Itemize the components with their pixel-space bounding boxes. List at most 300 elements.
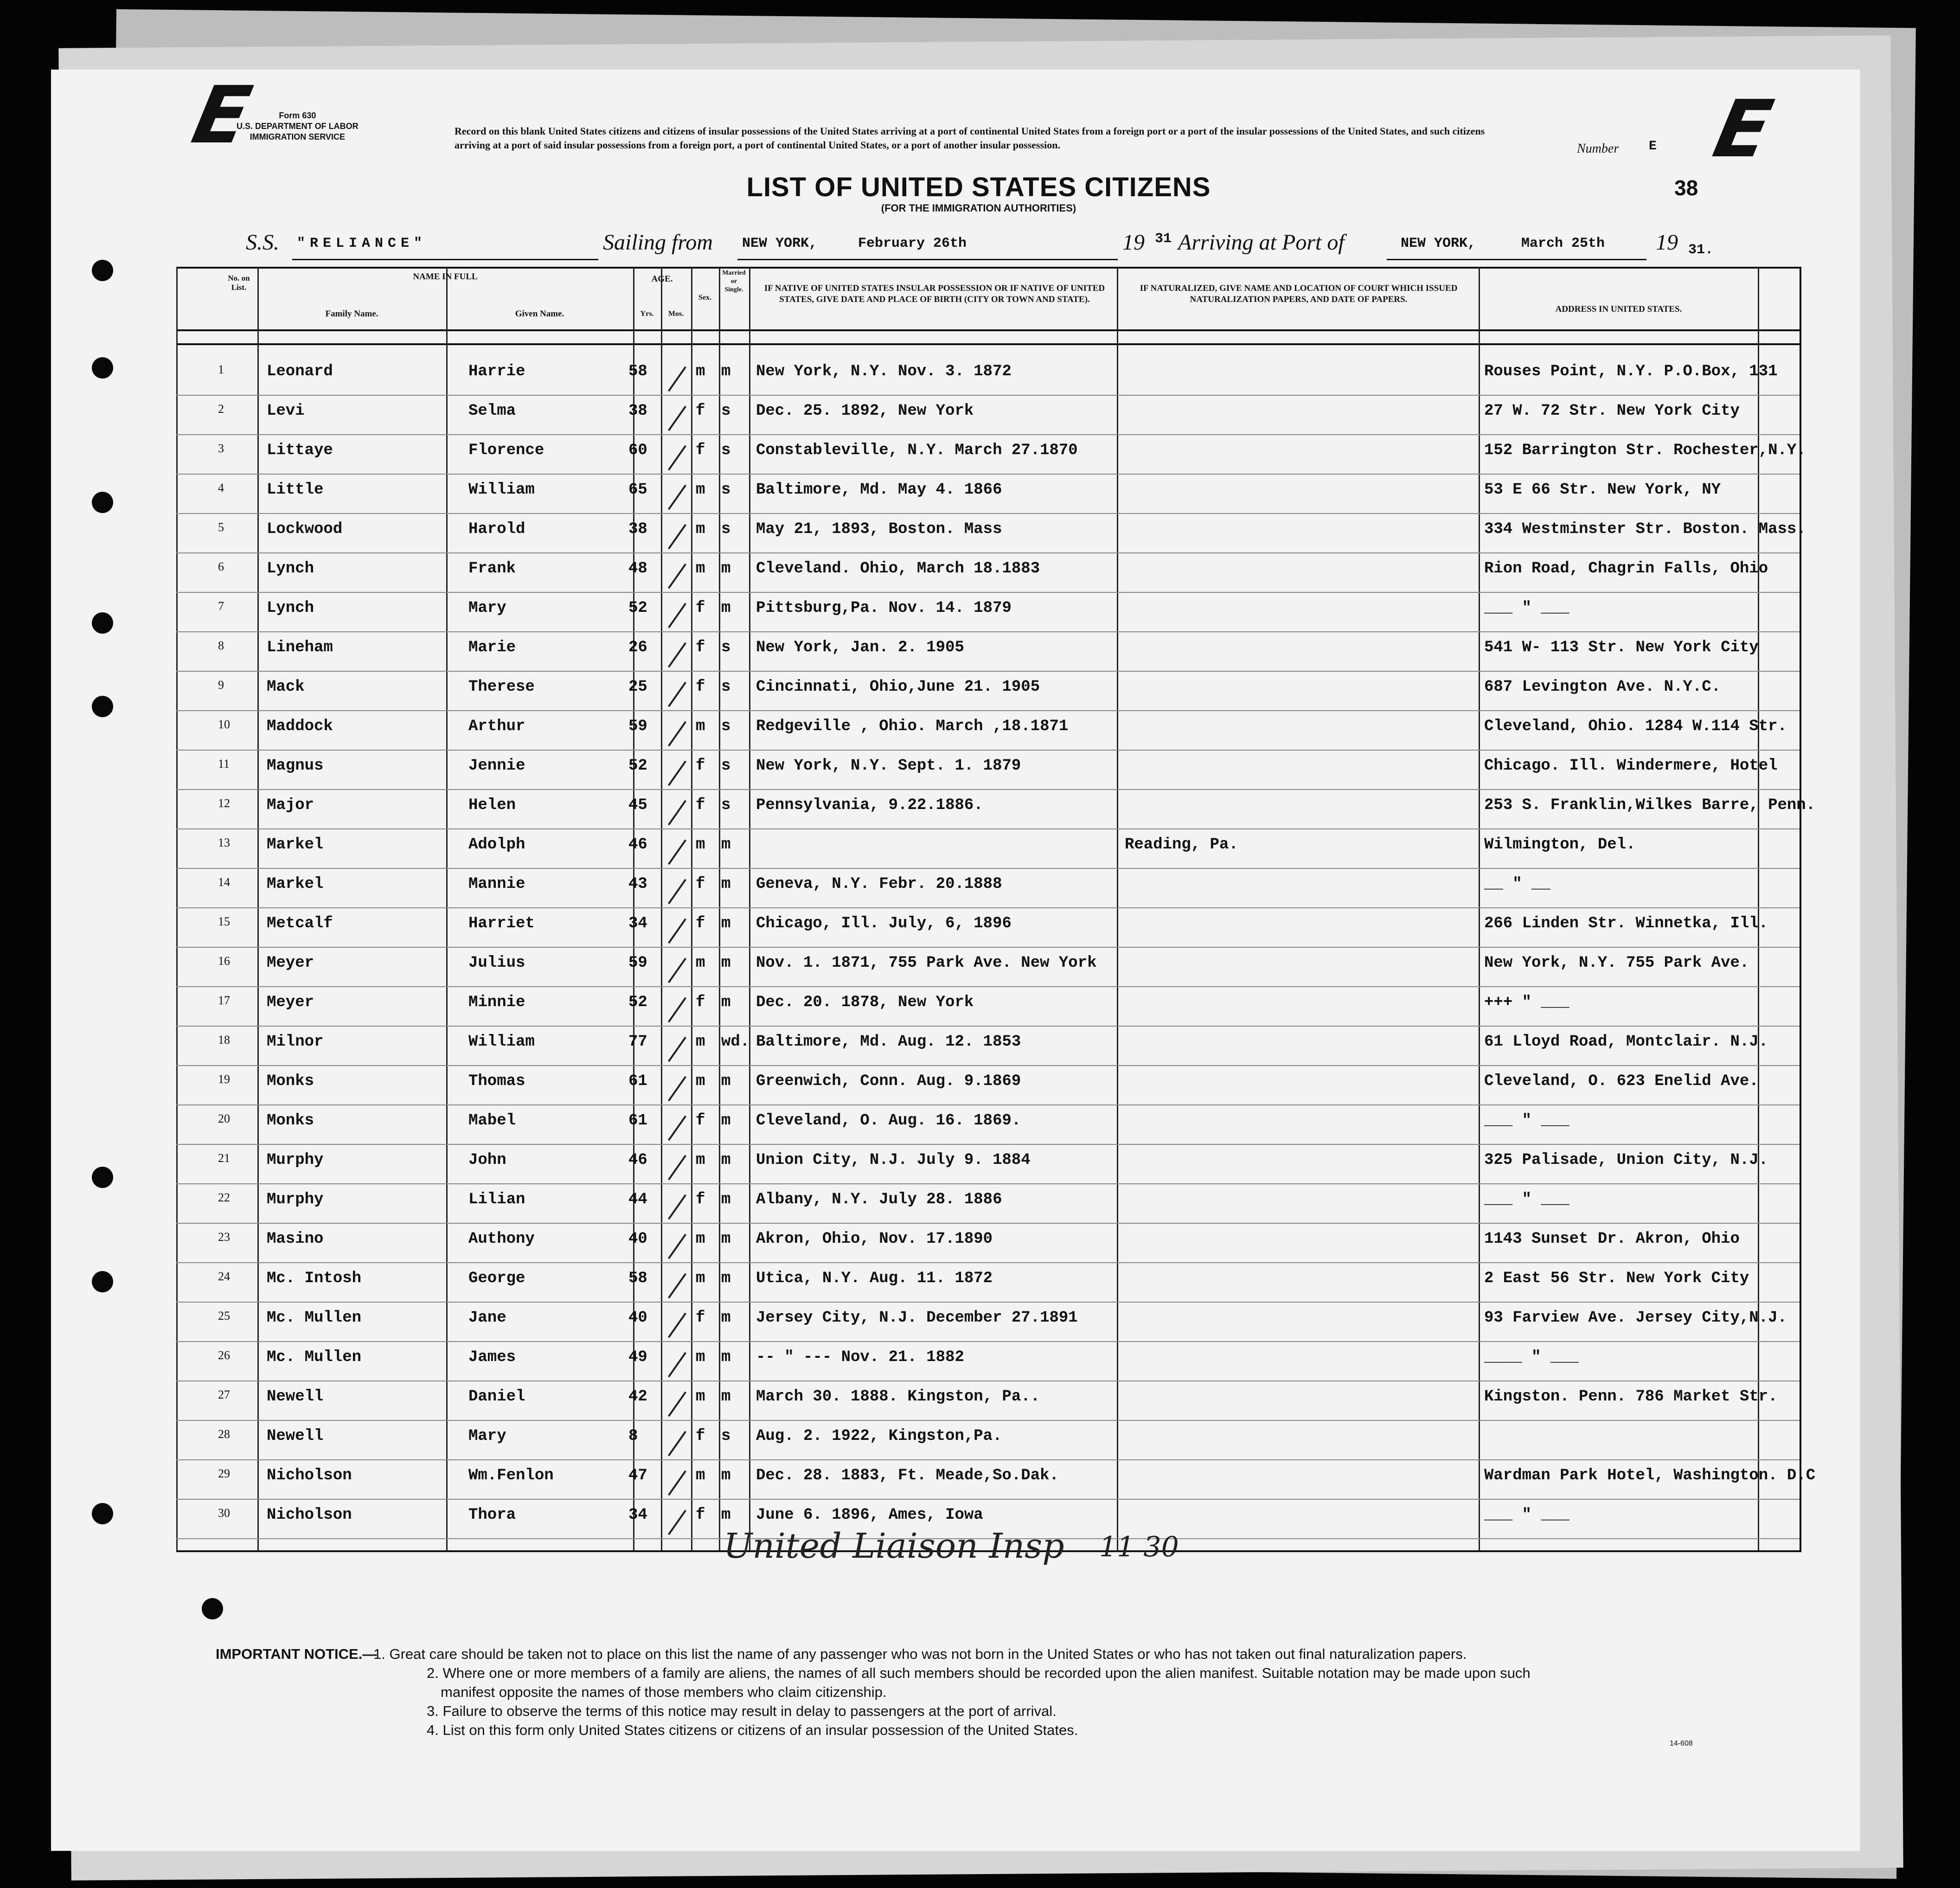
table-row	[0, 475, 1960, 514]
check-mark	[668, 1116, 686, 1141]
marital-status: m	[721, 363, 731, 380]
birth-info: Albany, N.Y. July 28. 1886	[756, 1191, 1002, 1208]
family-name: Murphy	[267, 1191, 324, 1208]
marital-status: s	[721, 402, 731, 420]
marital-status: m	[721, 1151, 731, 1169]
given-name: Wm.Fenlon	[468, 1467, 554, 1484]
table-row	[0, 1264, 1960, 1302]
given-name: Lilian	[468, 1191, 525, 1208]
given-name: Arthur	[468, 718, 525, 735]
address: 93 Farview Ave. Jersey City,N.J.	[1484, 1309, 1787, 1327]
address: 541 W- 113 Str. New York City	[1484, 639, 1759, 656]
given-name: Adolph	[468, 836, 525, 854]
birth-info: Dec. 28. 1883, Ft. Meade,So.Dak.	[756, 1467, 1059, 1484]
check-mark	[668, 1273, 686, 1299]
sex: m	[696, 1270, 705, 1287]
family-name: Monks	[267, 1072, 314, 1090]
birth-info: Jersey City, N.J. December 27.1891	[756, 1309, 1078, 1327]
table-row	[0, 1106, 1960, 1144]
table-row	[0, 830, 1960, 868]
marital-status: m	[721, 560, 731, 578]
check-mark	[668, 1234, 686, 1259]
address: 53 E 66 Str. New York, NY	[1484, 481, 1721, 499]
family-name: Markel	[267, 836, 324, 854]
table-row	[0, 791, 1960, 829]
family-name: Monks	[267, 1112, 314, 1130]
age-years: 8	[628, 1427, 638, 1445]
row-number: 12	[218, 796, 230, 810]
age-years: 43	[628, 875, 647, 893]
sex: f	[696, 875, 705, 893]
service-name: IMMIGRATION SERVICE	[250, 132, 346, 141]
underline	[1387, 259, 1646, 260]
family-name: Newell	[267, 1427, 324, 1445]
check-mark	[668, 1194, 686, 1220]
family-name: Newell	[267, 1388, 324, 1406]
check-mark	[668, 524, 686, 550]
sex: f	[696, 1309, 705, 1327]
marital-status: m	[721, 1349, 731, 1366]
table-row	[0, 357, 1960, 395]
marital-status: m	[721, 954, 731, 972]
table-row	[0, 397, 1960, 435]
header-no-on-list: No. on List.	[228, 274, 250, 292]
number-value: E	[1649, 139, 1657, 154]
address: ____ " ___	[1484, 1349, 1579, 1366]
family-name: Littaye	[267, 442, 333, 459]
age-years: 52	[628, 757, 647, 775]
check-mark	[668, 1037, 686, 1062]
address: 2 East 56 Str. New York City	[1484, 1270, 1749, 1287]
family-name: Nicholson	[267, 1467, 352, 1484]
birth-info: Baltimore, Md. May 4. 1866	[756, 481, 1002, 499]
age-years: 52	[628, 994, 647, 1011]
family-name: Nicholson	[267, 1506, 352, 1524]
header-family-name: Family Name.	[325, 309, 378, 319]
given-name: Helen	[468, 796, 516, 814]
family-name: Milnor	[267, 1033, 324, 1051]
given-name: Mabel	[468, 1112, 516, 1130]
age-years: 61	[628, 1072, 647, 1090]
form-code: 14-608	[1670, 1740, 1693, 1747]
sex: f	[696, 1427, 705, 1445]
marital-status: m	[721, 1072, 731, 1090]
address: 266 Linden Str. Winnetka, Ill.	[1484, 915, 1768, 932]
given-name: John	[468, 1151, 506, 1169]
address: 253 S. Franklin,Wilkes Barre, Penn.	[1484, 796, 1816, 814]
address: Rouses Point, N.Y. P.O.Box, 131	[1484, 363, 1778, 380]
address: ___ " ___	[1484, 1112, 1569, 1130]
address: Wilmington, Del.	[1484, 836, 1636, 854]
table-row	[0, 436, 1960, 474]
header-sex: Sex.	[698, 294, 711, 302]
age-years: 34	[628, 1506, 647, 1524]
birth-info: Baltimore, Md. Aug. 12. 1853	[756, 1033, 1021, 1051]
address: ___ " ___	[1484, 599, 1569, 617]
record-instructions: Record on this blank United States citizens and citizens of insular possessions of the United States arriving at a port of continental United States from a foreign port or a port of the insular possessions of the United States, and such citizens arriving at a port of said insular possessions from a foreign port, a port of continental United States, or a port of another insular possession.	[455, 125, 1485, 151]
sex: f	[696, 757, 705, 775]
naturalization-info: Reading, Pa.	[1125, 836, 1238, 854]
check-mark	[668, 997, 686, 1023]
age-years: 44	[628, 1191, 647, 1208]
given-name: William	[468, 481, 535, 499]
sex: m	[696, 481, 705, 499]
birth-info: Akron, Ohio, Nov. 17.1890	[756, 1230, 993, 1248]
sex: f	[696, 796, 705, 814]
check-mark	[668, 840, 686, 865]
check-mark	[668, 366, 686, 392]
birth-info: March 30. 1888. Kingston, Pa..	[756, 1388, 1040, 1406]
family-name: Mc. Mullen	[267, 1349, 362, 1366]
address: 325 Palisade, Union City, N.J.	[1484, 1151, 1768, 1169]
arriving-label: Arriving at Port of	[1178, 230, 1345, 255]
given-name: Minnie	[468, 994, 525, 1011]
sex: m	[696, 1388, 705, 1406]
check-mark	[668, 1471, 686, 1496]
notice-item: 4. List on this form only United States citizens or citizens of an insular possession of the United States.	[427, 1722, 1078, 1738]
family-name: Little	[267, 481, 324, 499]
header-married-single: Married or Single.	[722, 270, 746, 293]
given-name: Thomas	[468, 1072, 525, 1090]
check-mark	[668, 1313, 686, 1338]
family-name: Mc. Intosh	[267, 1270, 362, 1287]
row-number: 15	[218, 915, 230, 928]
family-name: Levi	[267, 402, 305, 420]
letter-mark-right: E	[1706, 83, 1780, 175]
table-row	[0, 1343, 1960, 1381]
check-mark	[668, 958, 686, 983]
check-mark	[668, 603, 686, 629]
birth-info: New York, N.Y. Sept. 1. 1879	[756, 757, 1021, 775]
row-number: 6	[218, 560, 224, 573]
age-years: 48	[628, 560, 647, 578]
table-row	[0, 633, 1960, 671]
family-name: Metcalf	[267, 915, 333, 932]
check-mark	[668, 682, 686, 707]
marital-status: s	[721, 678, 731, 696]
marital-status: m	[721, 1388, 731, 1406]
signature-mark: 11 30	[1099, 1531, 1179, 1563]
department-name: U.S. DEPARTMENT OF LABOR	[237, 122, 359, 131]
birth-info: Aug. 2. 1922, Kingston,Pa.	[756, 1427, 1002, 1445]
address: Chicago. Ill. Windermere, Hotel	[1484, 757, 1778, 775]
address: 1143 Sunset Dr. Akron, Ohio	[1484, 1230, 1740, 1248]
age-years: 46	[628, 1151, 647, 1169]
ship-name: "RELIANCE"	[297, 236, 427, 251]
given-name: George	[468, 1270, 525, 1287]
sailing-date: February 26th	[858, 236, 967, 251]
sex: f	[696, 639, 705, 656]
age-years: 46	[628, 836, 647, 854]
row-number: 11	[218, 757, 230, 771]
sailing-port: NEW YORK,	[742, 236, 818, 251]
sex: f	[696, 1191, 705, 1208]
row-number: 28	[218, 1427, 230, 1441]
inspector-signature: United Liaison Insp	[724, 1526, 1064, 1566]
address: __ " __	[1484, 875, 1550, 893]
address: ___ " ___	[1484, 1191, 1569, 1208]
header-months: Mos.	[668, 310, 684, 318]
check-mark	[668, 761, 686, 786]
sex: m	[696, 1349, 705, 1366]
given-name: Harrie	[468, 363, 525, 380]
table-row	[0, 594, 1960, 632]
birth-info: Cincinnati, Ohio,June 21. 1905	[756, 678, 1040, 696]
birth-info: Utica, N.Y. Aug. 11. 1872	[756, 1270, 993, 1287]
number-label: Number	[1577, 141, 1619, 156]
family-name: Lockwood	[267, 520, 343, 538]
family-name: Major	[267, 796, 314, 814]
age-years: 61	[628, 1112, 647, 1130]
marital-status: s	[721, 757, 731, 775]
age-years: 59	[628, 954, 647, 972]
marital-status: m	[721, 1191, 731, 1208]
birth-info: Cleveland. Ohio, March 18.1883	[756, 560, 1040, 578]
marital-status: s	[721, 520, 731, 538]
year-prefix-2: 19	[1656, 230, 1678, 255]
marital-status: s	[721, 796, 731, 814]
header-naturalized: IF NATURALIZED, GIVE NAME AND LOCATION OF COURT WHICH ISSUED NATURALIZATION PAPERS, AND DATE OF PAPERS.	[1140, 283, 1458, 304]
letter-mark: E	[185, 70, 259, 161]
table-row	[0, 1067, 1960, 1105]
table-row	[0, 712, 1960, 750]
table-row	[0, 1422, 1960, 1460]
birth-info: New York, Jan. 2. 1905	[756, 639, 964, 656]
marital-status: m	[721, 1270, 731, 1287]
row-number: 10	[218, 718, 230, 731]
address: +++ " ___	[1484, 994, 1569, 1011]
arriving-year: 31.	[1688, 242, 1714, 258]
family-name: Lynch	[267, 599, 314, 617]
given-name: Florence	[468, 442, 544, 459]
sailing-label: Sailing from	[603, 230, 713, 255]
marital-status: m	[721, 1112, 731, 1130]
header-rule	[176, 329, 1800, 331]
family-name: Magnus	[267, 757, 324, 775]
marital-status: s	[721, 639, 731, 656]
check-mark	[668, 485, 686, 510]
marital-status: wd.	[721, 1033, 750, 1051]
check-mark	[668, 1352, 686, 1378]
birth-info: Constableville, N.Y. March 27.1870	[756, 442, 1078, 459]
check-mark	[668, 1510, 686, 1535]
underline	[292, 259, 598, 260]
row-number: 3	[218, 442, 224, 455]
notice-item: 3. Failure to observe the terms of this notice may result in delay to passengers at the port of arrival.	[427, 1703, 1057, 1719]
given-name: James	[468, 1349, 516, 1366]
family-name: Markel	[267, 875, 324, 893]
given-name: Mannie	[468, 875, 525, 893]
birth-info: New York, N.Y. Nov. 3. 1872	[756, 363, 1012, 380]
address: Cleveland, O. 623 Enelid Ave.	[1484, 1072, 1759, 1090]
check-mark	[668, 1431, 686, 1457]
marital-status: m	[721, 994, 731, 1011]
birth-info: Union City, N.J. July 9. 1884	[756, 1151, 1031, 1169]
row-number: 29	[218, 1467, 230, 1480]
row-number: 9	[218, 678, 224, 692]
given-name: Jennie	[468, 757, 525, 775]
check-mark	[668, 721, 686, 747]
address: Rion Road, Chagrin Falls, Ohio	[1484, 560, 1768, 578]
family-name: Leonard	[267, 363, 333, 380]
age-years: 52	[628, 599, 647, 617]
arriving-port: NEW YORK,	[1401, 236, 1476, 251]
sex: m	[696, 560, 705, 578]
table-row	[0, 1461, 1960, 1499]
age-years: 38	[628, 520, 647, 538]
sex: m	[696, 718, 705, 735]
given-name: Frank	[468, 560, 516, 578]
marital-status: m	[721, 1467, 731, 1484]
row-number: 7	[218, 599, 224, 613]
address: 152 Barrington Str. Rochester,N.Y.	[1484, 442, 1806, 459]
sex: m	[696, 1033, 705, 1051]
row-number: 17	[218, 994, 230, 1007]
check-mark	[668, 1392, 686, 1417]
row-number: 5	[218, 520, 224, 534]
table-row	[0, 1027, 1960, 1066]
sex: m	[696, 520, 705, 538]
given-name: Julius	[468, 954, 525, 972]
age-years: 38	[628, 402, 647, 420]
given-name: Daniel	[468, 1388, 525, 1406]
age-years: 45	[628, 796, 647, 814]
marital-status: m	[721, 836, 731, 854]
age-years: 42	[628, 1388, 647, 1406]
table-row	[0, 1146, 1960, 1184]
sex: f	[696, 1506, 705, 1524]
sailing-year: 31	[1155, 231, 1172, 247]
underline	[737, 259, 1118, 260]
birth-info: Greenwich, Conn. Aug. 9.1869	[756, 1072, 1021, 1090]
row-number: 30	[218, 1506, 230, 1520]
birth-info: Pennsylvania, 9.22.1886.	[756, 796, 983, 814]
punch-hole	[92, 260, 113, 281]
sex: m	[696, 954, 705, 972]
notice-item: 2. Where one or more members of a family are aliens, the names of all such members should be recorded upon the alien manifest. Suitable notation may be made upon such	[427, 1665, 1531, 1681]
sex: m	[696, 1467, 705, 1484]
sex: f	[696, 1112, 705, 1130]
header-rule	[176, 343, 1800, 345]
sex: m	[696, 1230, 705, 1248]
age-years: 77	[628, 1033, 647, 1051]
given-name: Mary	[468, 599, 506, 617]
sex: f	[696, 678, 705, 696]
given-name: Jane	[468, 1309, 506, 1327]
ss-label: S.S.	[246, 230, 279, 255]
table-row	[0, 1185, 1960, 1223]
check-mark	[668, 1076, 686, 1102]
address: ___ " ___	[1484, 1506, 1569, 1524]
page-title: LIST OF UNITED STATES CITIZENS	[746, 172, 1211, 202]
address: 687 Levington Ave. N.Y.C.	[1484, 678, 1721, 696]
table-row	[0, 949, 1960, 987]
age-years: 47	[628, 1467, 647, 1484]
family-name: Maddock	[267, 718, 333, 735]
row-number: 26	[218, 1349, 230, 1362]
birth-info: Redgeville , Ohio. March ,18.1871	[756, 718, 1069, 735]
given-name: Harriet	[468, 915, 535, 932]
check-mark	[668, 564, 686, 589]
table-row	[0, 1382, 1960, 1420]
address: 334 Westminster Str. Boston. Mass.	[1484, 520, 1806, 538]
table-row	[0, 1225, 1960, 1263]
age-years: 40	[628, 1309, 647, 1327]
sex: m	[696, 363, 705, 380]
table-row	[0, 751, 1960, 790]
age-years: 49	[628, 1349, 647, 1366]
birth-info: June 6. 1896, Ames, Iowa	[756, 1506, 983, 1524]
birth-info: May 21, 1893, Boston. Mass	[756, 520, 1002, 538]
age-years: 40	[628, 1230, 647, 1248]
table-row	[0, 515, 1960, 553]
header-age: AGE.	[651, 274, 673, 284]
row-number: 23	[218, 1230, 230, 1244]
age-years: 58	[628, 1270, 647, 1287]
punch-hole	[202, 1598, 223, 1619]
given-name: Therese	[468, 678, 535, 696]
arriving-date: March 25th	[1521, 236, 1605, 251]
check-mark	[668, 918, 686, 944]
sex: f	[696, 442, 705, 459]
age-years: 58	[628, 363, 647, 380]
check-mark	[668, 800, 686, 826]
header-years: Yrs.	[640, 310, 654, 318]
row-number: 2	[218, 402, 224, 416]
age-years: 59	[628, 718, 647, 735]
sex: m	[696, 1072, 705, 1090]
form-number: Form 630	[279, 111, 316, 120]
given-name: Marie	[468, 639, 516, 656]
sex: f	[696, 994, 705, 1011]
table-row	[0, 988, 1960, 1026]
marital-status: m	[721, 599, 731, 617]
form-identifier	[237, 110, 359, 142]
birth-info: Nov. 1. 1871, 755 Park Ave. New York	[756, 954, 1097, 972]
marital-status: m	[721, 915, 731, 932]
row-number: 21	[218, 1151, 230, 1165]
family-name: Mack	[267, 678, 305, 696]
address: Wardman Park Hotel, Washington. D.C	[1484, 1467, 1816, 1484]
address: 27 W. 72 Str. New York City	[1484, 402, 1740, 420]
header-given-name: Given Name.	[515, 309, 564, 319]
age-years: 34	[628, 915, 647, 932]
header-name-in-full: NAME IN FULL	[413, 272, 478, 282]
marital-status: s	[721, 718, 731, 735]
year-prefix-1: 19	[1122, 230, 1145, 255]
birth-info: Pittsburg,Pa. Nov. 14. 1879	[756, 599, 1012, 617]
sex: m	[696, 1151, 705, 1169]
check-mark	[668, 406, 686, 431]
given-name: Harold	[468, 520, 525, 538]
row-number: 1	[218, 363, 224, 376]
marital-status: m	[721, 875, 731, 893]
birth-info: Geneva, N.Y. Febr. 20.1888	[756, 875, 1002, 893]
given-name: Mary	[468, 1427, 506, 1445]
marital-status: s	[721, 1427, 731, 1445]
sex: f	[696, 599, 705, 617]
check-mark	[668, 642, 686, 668]
address: New York, N.Y. 755 Park Ave.	[1484, 954, 1749, 972]
row-number: 14	[218, 875, 230, 889]
notice-item: manifest opposite the names of those members who claim citizenship.	[441, 1684, 887, 1700]
table-row	[0, 554, 1960, 592]
family-name: Meyer	[267, 994, 314, 1011]
birth-info: Cleveland, O. Aug. 16. 1869.	[756, 1112, 1021, 1130]
page-number: 38	[1674, 176, 1698, 200]
sex: f	[696, 915, 705, 932]
row-number: 13	[218, 836, 230, 849]
